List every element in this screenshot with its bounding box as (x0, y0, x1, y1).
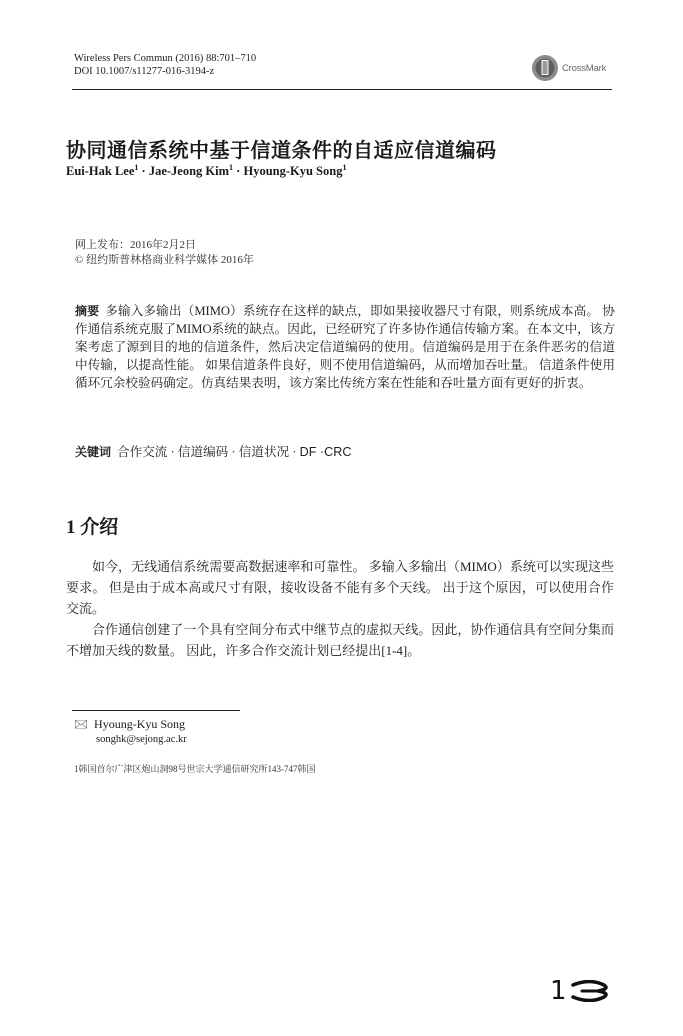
keywords (75, 441, 351, 460)
springer-journal-mark (550, 976, 610, 1006)
doi-line[interactable]: DOI 10.1007/s11277-016-3194-z (74, 66, 215, 77)
keyword: DF · (299, 445, 325, 459)
corresponding-email[interactable]: songhk@sejong.ac.kr (96, 734, 187, 745)
abstract (75, 302, 615, 392)
author-list (66, 163, 346, 179)
crossmark-logo[interactable] (531, 54, 606, 82)
springer-3-logo-icon (570, 980, 610, 1002)
footnote-rule (72, 710, 240, 711)
envelope-icon: 🖂 (74, 717, 89, 731)
header-rule (72, 89, 612, 90)
paragraph: 合作通信创建了一个具有空间分布式中继节点的虚拟天线。因此，协作通信具有空间分集而不增加天线的数量。 因此，许多合作交流计划已经提出[1-4]。 (66, 622, 614, 658)
corresponding-author (74, 717, 187, 747)
copyright-line: © 纽约斯普林格商业科学媒体 2016年 (75, 254, 254, 266)
keywords-label: 关键词 (75, 445, 112, 459)
author-name[interactable]: Jae-Jeong Kim (148, 164, 230, 178)
paper-title: 协同通信系统中基于信道条件的自适应信道编码 (66, 140, 497, 162)
paragraph: 如今，无线通信系统需要高数据速率和可靠性。 多输入多输出（MIMO）系统可以实现这些要求。 但是由于成本高或尺寸有限，接收设备不能有多个天线。 出于这个原因，可以使用合作交流。 (66, 559, 614, 616)
abstract-text: 多输入多输出（MIMO）系统存在这样的缺点，即如果接收器尺寸有限，则系统成本高。 协作通信系统克服了MIMO系统的缺点。因此，已经研究了许多协作通信传输方案。在本文中，该方案考虑了源到目的地的信道条件，然后决定信道编码的使用。信道编码是用于在条件恶劣的信道中传输，以提高性能。 如果信道条件良好，则不使用信道编码，从而增加吞吐量。 信道条件使用循环冗余校验码确定。仿真结果表明，该方案比传统方案在性能和吞吐量方面有更好的折衷。 (75, 304, 615, 390)
section-body (66, 556, 614, 661)
publication-info (75, 238, 254, 268)
author-separator: · (138, 164, 149, 178)
journal-citation (74, 52, 256, 78)
abstract-label: 摘要 (75, 304, 100, 318)
author-affiliation-mark: 1 (134, 163, 139, 172)
author-name[interactable]: Hyoung-Kyu Song (243, 164, 343, 178)
crossmark-label: CrossMark (562, 62, 607, 74)
author-separator: · (233, 164, 244, 178)
author-name[interactable]: Eui-Hak Lee (66, 164, 135, 178)
crossmark-icon (531, 54, 559, 82)
keyword: 信道状况 · (238, 445, 300, 459)
keyword: CRC (324, 445, 352, 459)
keyword: 合作交流 · (117, 445, 178, 459)
author-affiliation-mark: 1 (229, 163, 234, 172)
page-mark-number: 1 (550, 976, 567, 1006)
journal-line: Wireless Pers Commun (2016) 88:701–710 (74, 53, 257, 64)
corresponding-name: Hyoung-Kyu Song (94, 717, 186, 731)
keyword: 信道编码 · (177, 445, 239, 459)
affiliation-note: 1韩国首尔广津区炮山洞98号世宗大学通信研究所143-747韩国 (74, 764, 316, 774)
section-heading: 1 介绍 (66, 517, 119, 538)
online-date: 网上发布：2016年2月2日 (75, 239, 196, 251)
author-affiliation-mark: 1 (342, 163, 347, 172)
